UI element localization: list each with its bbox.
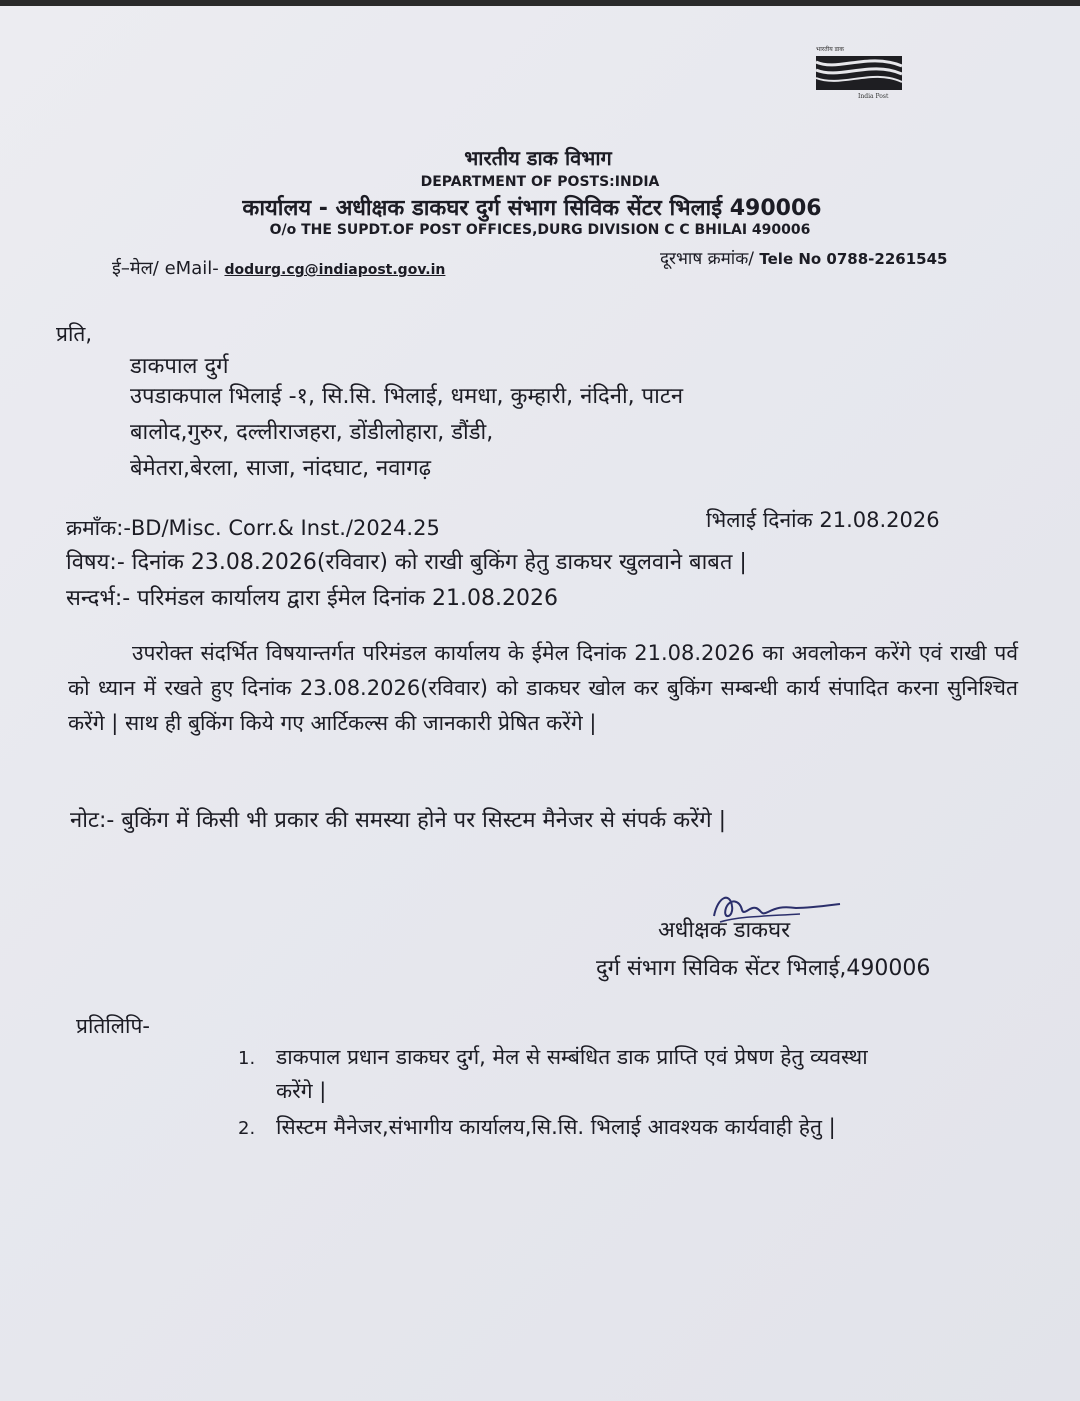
logo-bottom-text: India Post (858, 93, 889, 100)
signature-designation: अधीक्षक डाकघर (658, 918, 791, 943)
copy-to-label: प्रतिलिपि- (76, 1014, 150, 1038)
copy-item-text: डाकपाल प्रधान डाकघर दुर्ग, मेल से सम्बंधित डाक प्राप्ति एवं प्रेषण हेतु व्यवस्था (276, 1045, 868, 1069)
email-label: ई–मेल/ eMail- (112, 258, 219, 279)
phone-number: Tele No 0788-2261545 (759, 250, 948, 268)
office-hindi-title: कार्यालय - अधीक्षक डाकघर दुर्ग संभाग सिविक सेंटर भिलाई 490006 (242, 196, 822, 221)
india-post-logo (808, 42, 908, 102)
phone-label: दूरभाष क्रमांक/ (660, 249, 754, 269)
recipient-line: बेमेतरा,बेरला, साजा, नांदघाट, नवागढ़ (130, 456, 431, 481)
note-line: नोट:- बुकिंग में किसी भी प्रकार की समस्या होने पर सिस्टम मैनेजर से संपर्क करेंगे | (70, 808, 726, 833)
recipient-line: बालोद,गुरुर, दल्लीराजहरा, डोंडीलोहारा, डौंडी, (130, 420, 494, 445)
recipient-line: उपडाकपाल भिलाई -१, सि.सि. भिलाई, धमधा, कुम्हारी, नंदिनी, पाटन (130, 384, 684, 409)
place-date: भिलाई दिनांक 21.08.2026 (706, 508, 940, 532)
dept-english-title: DEPARTMENT OF POSTS:INDIA (420, 174, 660, 190)
dept-hindi-title: भारतीय डाक विभाग (464, 146, 612, 170)
reference-number: क्रमाँक:-BD/Misc. Corr.& Inst./2024.25 (66, 516, 440, 540)
signature-office: दुर्ग संभाग सिविक सेंटर भिलाई,490006 (596, 956, 931, 981)
logo-top-text: भारतीय डाक (816, 46, 844, 53)
subject-line: विषय:- दिनांक 23.08.2026(रविवार) को राखी बुकिंग हेतु डाकघर खुलवाने बाबत | (66, 550, 747, 575)
recipient-line: डाकपाल दुर्ग (130, 354, 229, 379)
office-english-title: O/o THE SUPDT.OF POST OFFICES,DURG DIVISION C C BHILAI 490006 (269, 222, 811, 238)
copy-item-text: सिस्टम मैनेजर,संभागीय कार्यालय,सि.सि. भिलाई आवश्यक कार्यवाही हेतु | (276, 1115, 836, 1139)
reference-line: सन्दर्भ:- परिमंडल कार्यालय द्वारा ईमेल दिनांक 21.08.2026 (66, 586, 558, 611)
copy-item-number: 1. (238, 1048, 256, 1069)
copy-item-number: 2. (238, 1118, 256, 1139)
photo-edge (0, 0, 1080, 6)
to-label: प्रति, (56, 322, 93, 346)
phone-line (660, 246, 947, 269)
copy-item-text-cont: करेंगे | (276, 1079, 327, 1103)
body-paragraph: उपरोक्त संदर्भित विषयान्तर्गत परिमंडल कार्यालय के ईमेल दिनांक 21.08.2026 का अवलोकन करेंगे एवं राखी पर्व को ध्यान में रखते हुए दिनांक 23.08.2026(रविवार) को डाकघर खोल कर बुकिंग सम्बन्धी कार्य संपादित करना सुनिश्चित करेंगे | साथ ही बुकिंग किये गए आर्टिकल्स की जानकारी प्रेषित करेंगे | (68, 641, 1018, 735)
email-line (112, 256, 445, 280)
email-address: dodurg.cg@indiapost.gov.in (224, 262, 446, 278)
